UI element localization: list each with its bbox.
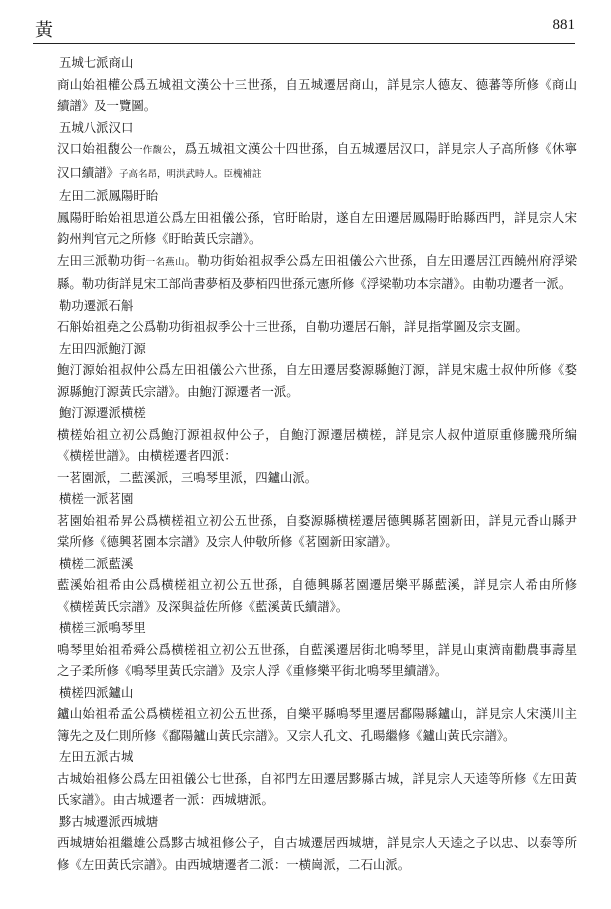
inline-note: 一名燕山 — [145, 256, 185, 268]
page-header — [33, 14, 575, 40]
section-heading: 横槎四派鑪山 — [59, 684, 134, 700]
section-paragraph: 藍溪始祖希由公爲横槎祖立初公五世孫，自德興縣茗園遷居樂平縣藍溪，詳見宗人希由所修《横槎黃氏宗譜》及深與益佐所修《藍溪黃氏續譜》。 — [57, 577, 577, 614]
section-paragraph: 鮑汀源始祖叔仲公爲左田祖儀公六世孫，自左田遷居婺源縣鮑汀源，詳見宋處士叔仲所修《婺源縣鮑汀源黃氏宗譜》。由鮑汀源遷者一派。 — [57, 362, 577, 399]
section-paragraph: 鳳陽盱眙始祖思道公爲左田祖儀公孫，官盱眙尉，遂自左田遷居鳳陽盱眙縣西門，詳見宗人宋鈞州判官元之所修《盱眙黃氏宗譜》。 — [57, 209, 577, 246]
page-body — [57, 52, 577, 875]
section-paragraph: 鑪山始祖希孟公爲横槎祖立初公五世孫，自樂平縣鳴琴里遷居鄱陽縣鑪山，詳見宗人宋漢川主簿先之及仁則所修《鄱陽鑪山黃氏宗譜》。又宗人孔文、孔暘繼修《鑪山黃氏宗譜》。 — [57, 706, 577, 743]
section-heading: 左田二派鳳陽盱眙 — [59, 188, 159, 203]
section-heading: 横槎二派藍溪 — [59, 555, 134, 571]
section-paragraph: 横槎始祖立初公爲鮑汀源祖叔仲公子，自鮑汀源遷居横槎，詳見宗人叔仲道原重修騰飛所编《横槎世譜》。由横槎遷者四派： — [57, 426, 577, 463]
section-paragraph: 石斛始祖堯之公爲勒功街祖叔季公十三世孫，自勒功遷居石斛，詳見指掌圖及宗支圖。 — [57, 319, 528, 334]
page-number: 881 — [552, 17, 575, 33]
section-paragraph: 一茗園派，二藍溪派，三鳴琴里派，四鑪山派。 — [57, 469, 318, 485]
section-paragraph: 汉口始祖馥公一作馥公，爲五城祖文漢公十四世孫，自五城遷居汉口，詳見宗人子高所修《休寧汉口續譜》子高名昂，明洪武時人。臣槐補註 — [57, 141, 578, 180]
header-rule — [33, 43, 575, 44]
section-paragraph: 西城塘始祖繼雄公爲黟古城祖修公子，自古城遷居西城塘，詳見宗人天逵之子以忠、以泰等所修《左田黃氏宗譜》。由西城塘遷者二派：一横崗派，二石山派。 — [57, 835, 577, 872]
section-paragraph: 鳴琴里始祖希舜公爲横槎祖立初公五世孫，自藍溪遷居街北鳴琴里，詳見山東濟南勸農事壽星之子柔所修《鳴琴里黃氏宗譜》及宗人浮《重修樂平街北鳴琴里續譜》。 — [57, 641, 577, 678]
section-paragraph: 左田三派勒功街一名燕山。勒功街始祖叔季公爲左田祖儀公六世孫，自左田遷居江西饒州府浮梁縣。勒功街詳見宋工部尚書夢栢及夢栢四世孫元憲所修《浮梁勒功本宗譜》。由勒功遷者一派。 — [57, 252, 577, 291]
section-paragraph: 商山始祖權公爲五城祖文漢公十三世孫，自五城遷居商山，詳見宗人德友、德蕃等所修《商山續譜》及一覽圖。 — [57, 76, 577, 113]
section-heading: 勒功遷派石斛 — [59, 297, 134, 313]
section-heading: 横槎三派鳴琴里 — [59, 620, 146, 635]
section-heading: 左田五派古城 — [59, 749, 134, 764]
running-head-title: 黃 — [35, 20, 53, 41]
inline-note: 子高名昂，明洪武時人。臣槐補註 — [118, 168, 262, 180]
section-heading: 五城八派汉口 — [59, 119, 134, 135]
section-paragraph: 古城始祖修公爲左田祖儀公七世孫，自祁門左田遷居黟縣古城，詳見宗人天逵等所修《左田黃氏家譜》。由古城遷者一派：西城塘派。 — [57, 770, 577, 807]
section-heading: 横槎一派茗園 — [59, 491, 134, 506]
section-heading: 鮑汀源遷派横槎 — [59, 405, 146, 420]
section-heading: 左田四派鮑汀源 — [59, 340, 146, 356]
section-paragraph: 茗園始祖希昇公爲横槎祖立初公五世孫，自婺源縣横槎遷居德興縣茗園新田，詳見元香山縣尹棠所修《德興茗園本宗譜》及宗人仲敬所修《茗園新田家譜》。 — [57, 512, 577, 549]
inline-note: 一作馥公 — [132, 145, 173, 156]
section-heading: 五城七派商山 — [59, 55, 134, 70]
section-heading: 黟古城遷派西城塘 — [59, 813, 159, 829]
